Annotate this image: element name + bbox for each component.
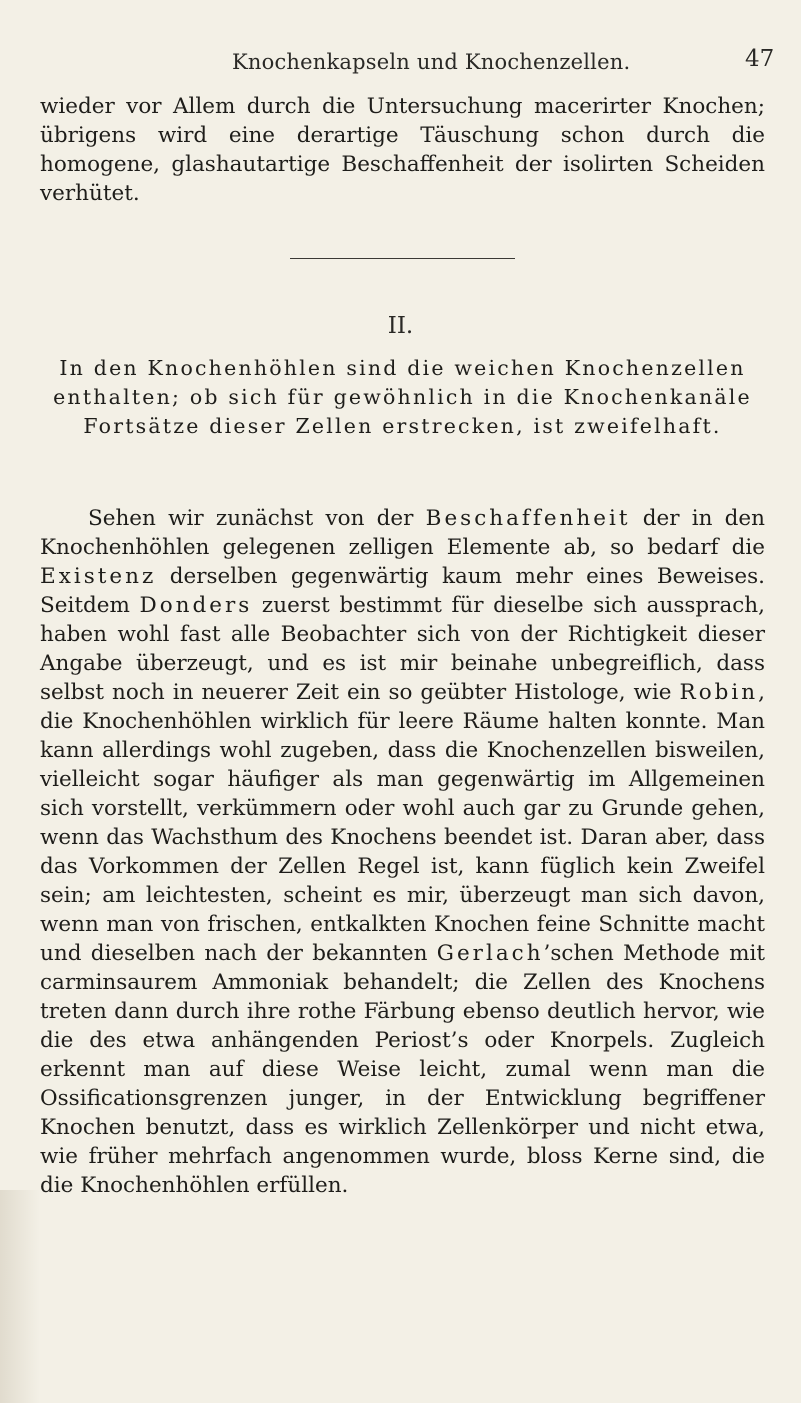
body-text-2: der in den Knochenhöhlen gelegenen zelligen Elemente ab, so bedarf die xyxy=(40,506,765,560)
intro-paragraph: wieder vor Allem durch die Untersuchung macerirter Knochen; übrigens wird eine derartige Täuschung schon durch die homogene, glashautartige Beschaffenheit der isolirten Scheiden verhütet. xyxy=(40,94,765,206)
author-donders: Donders xyxy=(139,593,253,618)
emphasis-existenz: Existenz xyxy=(40,564,157,589)
section-number: II. xyxy=(387,313,414,339)
body-text-4: zuerst bestimmt für dieselbe sich aussprach, haben wohl fast alle Beobachter sich von der Richtigkeit dieser Angabe überzeugt, und es ist mir beinahe unbegreiflich, dass selbst noch in neuerer Zeit ein so geübter Histologe, wie xyxy=(40,593,765,705)
section-divider xyxy=(290,258,515,259)
page-edge-shadow xyxy=(0,1190,40,1403)
body-text-1: Sehen wir zunächst von der xyxy=(88,506,426,531)
emphasis-beschaffenheit: Beschaffenheit xyxy=(425,506,631,531)
page-number: 47 xyxy=(745,46,775,72)
author-gerlach: Gerlach xyxy=(436,941,544,966)
running-title: Knochenkapseln und Knochenzellen. xyxy=(232,50,631,74)
body-text-6: ’schen Methode mit carminsaurem Ammoniak behandelt; die Zellen des Knochens treten dann durch ihre rothe Färbung ebenso deutlich hervor, wie die des etwa anhängenden Periost’s oder Knorpels. Zugleich erkennt man auf diese Weise leicht, zumal wenn man die Ossificationsgrenzen junger, in der Entwicklung begriffener Knochen benutzt, dass es wirklich Zellenkörper und nicht etwa, wie früher mehrfach angenommen wurde, bloss Kerne sind, die die Knochenhöhlen erfüllen. xyxy=(40,941,766,1198)
body-text-5: , die Knochenhöhlen wirklich für leere Räume halten konnte. Man kann allerdings wohl zugeben, dass die Knochenzellen bisweilen, vielleicht sogar häufiger als man gegenwärtig im Allgemeinen sich vorstellt, verkümmern oder wohl auch gar zu Grunde gehen, wenn das Wachsthum des Knochens beendet ist. Daran aber, dass das Vorkommen der Zellen Regel ist, kann füglich kein Zweifel sein; am leichtesten, scheint es mir, überzeugt man sich davon, wenn man von frischen, entkalkten Knochen feine Schnitte macht und dieselben nach der bekannten xyxy=(40,680,765,966)
body-paragraph xyxy=(40,504,765,1200)
author-robin: Robin xyxy=(679,680,759,705)
body-text-3: derselben gegenwärtig kaum mehr eines Beweises. Seitdem xyxy=(40,564,765,618)
section-heading: In den Knochenhöhlen sind die weichen Knochenzellen enthalten; ob sich für gewöhnlich in die Knochenkanäle Fortsätze dieser Zellen erstrecken, ist zweifelhaft. xyxy=(53,356,752,438)
